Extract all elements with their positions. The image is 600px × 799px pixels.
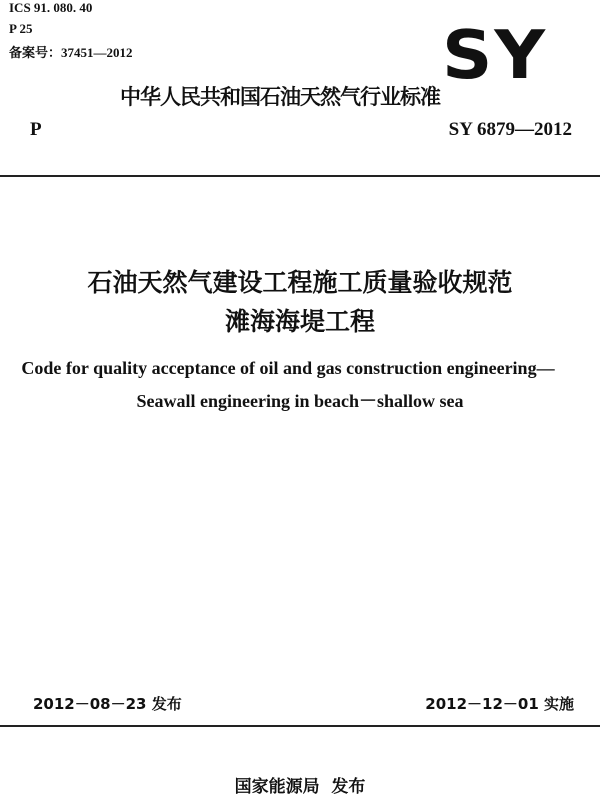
publisher: 国家能源局 发布 <box>234 777 366 797</box>
implementation-date: 2012－12－01 实施 <box>425 695 574 713</box>
category-code: P 25 <box>9 21 33 36</box>
bottom-divider <box>0 725 600 727</box>
ics-code: ICS 91. 080. 40 <box>9 0 93 15</box>
issue-date: 2012－08－23 发布 <box>33 695 182 713</box>
sy-logo: SY <box>442 16 548 94</box>
title-english-line-1: Code for quality acceptance of oil and gas construction engineering— <box>21 358 555 378</box>
category-letter: P <box>30 119 42 140</box>
title-english-line-2: Seawall engineering in beach－shallow sea <box>136 391 464 411</box>
title-chinese-line-1: 石油天然气建设工程施工质量验收规范 <box>87 268 513 297</box>
industry-standard-heading: 中华人民共和国石油天然气行业标准 <box>120 85 440 109</box>
top-divider <box>0 175 600 177</box>
title-chinese-line-2: 滩海海堤工程 <box>224 307 375 336</box>
record-number: 备案号：37451—2012 <box>9 45 133 60</box>
standard-number: SY 6879—2012 <box>448 119 572 140</box>
